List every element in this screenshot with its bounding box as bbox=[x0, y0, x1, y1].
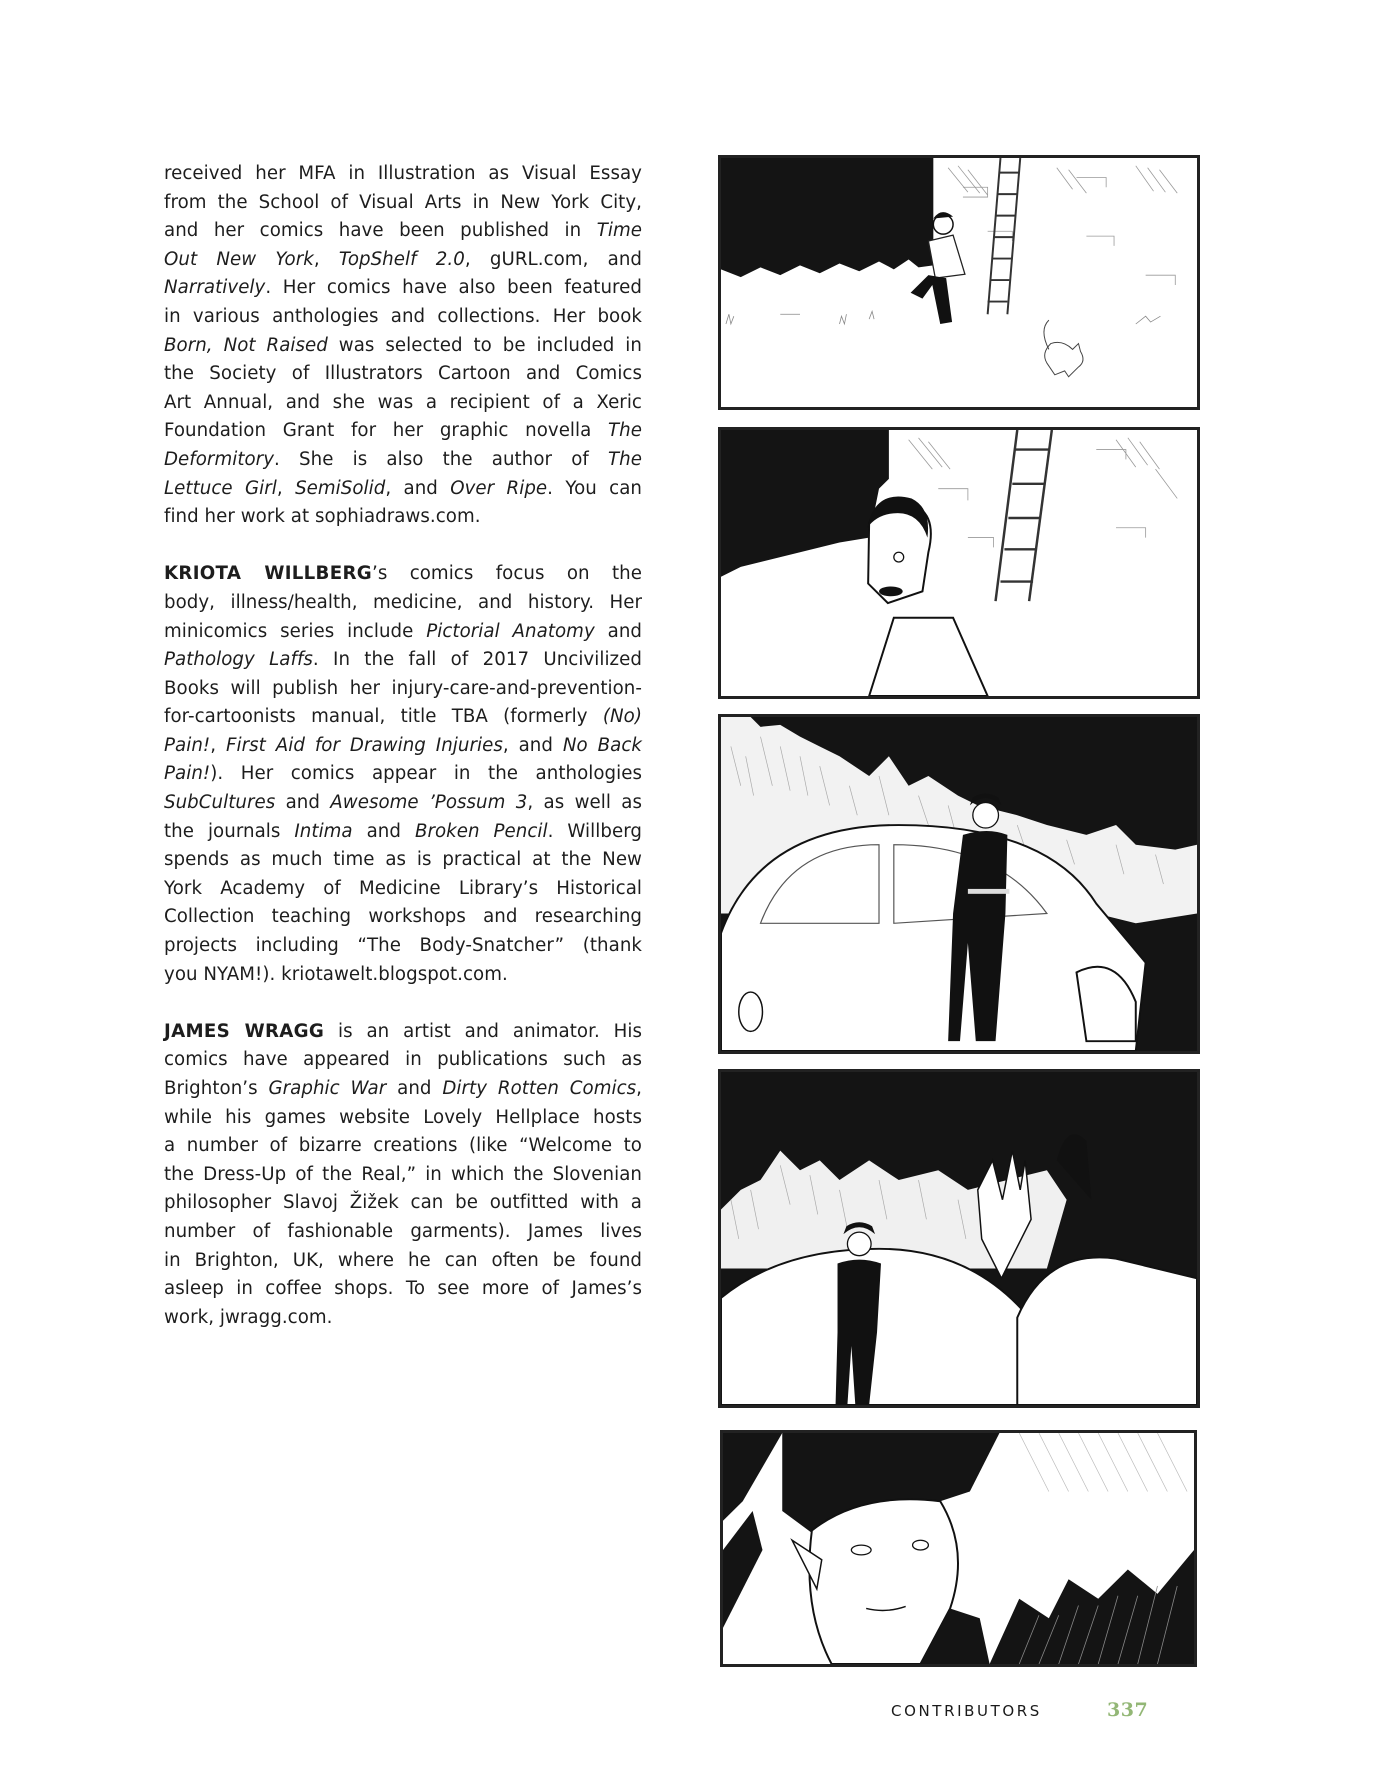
bio-text: and bbox=[386, 1078, 443, 1099]
bio-line bbox=[164, 274, 642, 303]
bio-text: and bbox=[275, 792, 331, 814]
bio-text: was selected to be included in bbox=[327, 334, 642, 356]
comic-panel-2 bbox=[718, 427, 1200, 699]
bio-text: . She is also the author of bbox=[274, 448, 609, 470]
work-title: Awesome ’Possum 3 bbox=[330, 792, 528, 814]
bio-line bbox=[164, 846, 642, 875]
bio-line bbox=[164, 875, 642, 904]
bio-line bbox=[164, 417, 642, 446]
dark-doorway bbox=[721, 158, 933, 277]
work-title: (No) bbox=[602, 706, 642, 728]
bio-line bbox=[164, 760, 642, 789]
bio-text: spends as much time as is practical at the New bbox=[164, 849, 642, 871]
bio-text: in various anthologies and collections. Her book bbox=[164, 305, 642, 327]
work-title: No Back bbox=[562, 734, 642, 756]
bio-paragraph bbox=[164, 560, 642, 989]
work-title: Pain! bbox=[164, 734, 211, 756]
bio-text: you NYAM!). kriotawelt.blogspot.com. bbox=[164, 963, 508, 985]
panel-4-illustration bbox=[721, 1072, 1197, 1405]
work-title: Deformitory bbox=[164, 448, 275, 470]
bio-text: asleep in coffee shops. To see more of James’s bbox=[164, 1278, 642, 1300]
bio-line bbox=[164, 1275, 642, 1304]
comic-panel-4 bbox=[718, 1069, 1200, 1408]
bio-paragraph bbox=[164, 160, 642, 532]
bio-line bbox=[164, 389, 642, 418]
bio-line bbox=[164, 1218, 642, 1247]
bio-text: , and bbox=[385, 477, 451, 499]
bio-text: minicomics series include bbox=[164, 620, 427, 642]
work-title: Pain! bbox=[164, 763, 211, 785]
bio-line bbox=[164, 1046, 642, 1075]
bio-line bbox=[164, 1161, 642, 1190]
bio-text: work, jwragg.com. bbox=[164, 1306, 333, 1328]
contributor-name: KRIOTA WILLBERG bbox=[164, 563, 372, 585]
panel-5-illustration bbox=[723, 1433, 1194, 1664]
bio-text: . Her comics have also been featured bbox=[265, 277, 642, 299]
bio-text: and bbox=[352, 820, 415, 842]
bio-line bbox=[164, 789, 642, 818]
bio-line bbox=[164, 360, 642, 389]
bio-line bbox=[164, 618, 642, 647]
bio-line bbox=[164, 1304, 642, 1333]
bio-line bbox=[164, 818, 642, 847]
bio-text: and bbox=[594, 620, 642, 642]
bio-line bbox=[164, 475, 642, 504]
bio-text: Brighton’s bbox=[164, 1078, 269, 1099]
comic-panel-5 bbox=[720, 1430, 1197, 1667]
panel-3-illustration bbox=[721, 717, 1197, 1051]
headlight bbox=[739, 992, 763, 1031]
bio-text: York Academy of Medicine Library’s Historical bbox=[164, 877, 642, 899]
running-footer-section: CONTRIBUTORS bbox=[891, 1702, 1042, 1720]
bio-text: Collection teaching workshops and researching bbox=[164, 906, 642, 928]
comic-panel-3 bbox=[718, 714, 1200, 1054]
bio-text: and her comics have been published in bbox=[164, 220, 597, 242]
bio-line bbox=[164, 217, 642, 246]
bio-text: is an artist and animator. His bbox=[324, 1020, 642, 1042]
bio-line bbox=[164, 1132, 642, 1161]
bio-text: number of fashionable garments). James lives bbox=[164, 1220, 642, 1242]
contributor-name: JAMES WRAGG bbox=[164, 1020, 325, 1042]
bio-line bbox=[164, 961, 642, 990]
bio-text: a number of bizarre creations (like “Welcome to bbox=[164, 1135, 642, 1157]
bio-text: in Brighton, UK, where he can often be found bbox=[164, 1249, 642, 1271]
bio-line bbox=[164, 932, 642, 961]
bio-line bbox=[164, 589, 642, 618]
bio-line bbox=[164, 903, 642, 932]
bio-line bbox=[164, 1247, 642, 1276]
bio-line bbox=[164, 303, 642, 332]
panel-2-illustration bbox=[721, 430, 1197, 696]
bio-line bbox=[164, 189, 642, 218]
bio-text: the journals bbox=[164, 820, 295, 842]
bio-text: philosopher Slavoj Žižek can be outfitted with a bbox=[164, 1192, 642, 1214]
bio-text: Books will publish her injury-care-and-prevention- bbox=[164, 677, 642, 699]
bio-line bbox=[164, 1018, 642, 1047]
work-title: Over Ripe bbox=[450, 477, 548, 499]
bio-line bbox=[164, 446, 642, 475]
bio-text: body, illness/health, medicine, and history. Her bbox=[164, 591, 642, 613]
bio-text: for-cartoonists manual, title TBA (formerly bbox=[164, 706, 603, 728]
page-number: 337 bbox=[1107, 1699, 1149, 1721]
work-title: Lettuce Girl bbox=[164, 477, 277, 499]
bio-text: , gURL.com, and bbox=[464, 248, 642, 270]
work-title: The bbox=[608, 448, 642, 470]
work-title: Born, Not Raised bbox=[164, 334, 328, 356]
bio-text: , bbox=[276, 477, 296, 499]
bio-text: , as well as bbox=[527, 792, 642, 814]
bio-line bbox=[164, 246, 642, 275]
bio-text: find her work at sophiadraws.com. bbox=[164, 506, 481, 528]
bio-text: Foundation Grant for her graphic novella bbox=[164, 420, 609, 442]
work-title: First Aid for Drawing Injuries bbox=[225, 734, 503, 756]
bio-line bbox=[164, 332, 642, 361]
bio-paragraph bbox=[164, 1018, 642, 1333]
bio-text: . You can bbox=[547, 477, 642, 499]
bio-text: projects including “The Body-Snatcher” (thank bbox=[164, 935, 642, 957]
bio-line bbox=[164, 1075, 642, 1104]
work-title: Out New York bbox=[164, 248, 314, 270]
bio-text: while his games website Lovely Hellplace hosts bbox=[164, 1106, 642, 1128]
bio-line bbox=[164, 1104, 642, 1133]
work-title: Time bbox=[596, 220, 642, 242]
bio-text: the Society of Illustrators Cartoon and Comics bbox=[164, 363, 642, 385]
contributor-bios bbox=[164, 160, 642, 1361]
bio-text: ). Her comics appear in the anthologies bbox=[210, 763, 642, 785]
work-title: SubCultures bbox=[164, 792, 276, 814]
work-title: Graphic War bbox=[268, 1078, 387, 1099]
bio-line bbox=[164, 732, 642, 761]
bio-text: the Dress-Up of the Real,” in which the Slovenian bbox=[164, 1163, 642, 1185]
bio-line bbox=[164, 703, 642, 732]
work-title: Intima bbox=[294, 820, 353, 842]
bio-line bbox=[164, 646, 642, 675]
bio-text: , bbox=[636, 1078, 642, 1099]
bio-text: . Willberg bbox=[547, 820, 642, 842]
bio-line bbox=[164, 503, 642, 532]
bio-line bbox=[164, 560, 642, 589]
work-title: Broken Pencil bbox=[414, 820, 548, 842]
work-title: Pathology Laffs bbox=[164, 649, 313, 671]
work-title: Pictorial Anatomy bbox=[426, 620, 595, 642]
bio-line bbox=[164, 160, 642, 189]
work-title: Dirty Rotten Comics bbox=[442, 1078, 637, 1099]
bio-text: . In the fall of 2017 Uncivilized bbox=[312, 649, 642, 671]
bio-text: ’s comics focus on the bbox=[371, 563, 642, 585]
bio-text: received her MFA in Illustration as Visual Essay bbox=[164, 163, 642, 184]
work-title: SemiSolid bbox=[295, 477, 386, 499]
comic-panel-1 bbox=[718, 155, 1200, 410]
bio-line bbox=[164, 675, 642, 704]
panel-1-illustration bbox=[721, 158, 1197, 407]
bio-text: from the School of Visual Arts in New York City, bbox=[164, 191, 642, 213]
bio-line bbox=[164, 1189, 642, 1218]
work-title: Narratively bbox=[164, 277, 266, 299]
bio-text: , bbox=[313, 248, 339, 270]
work-title: The bbox=[608, 420, 642, 442]
work-title: TopShelf 2.0 bbox=[338, 248, 465, 270]
bio-text: Art Annual, and she was a recipient of a Xeric bbox=[164, 391, 642, 413]
bio-text: , bbox=[210, 734, 226, 756]
bio-text: comics have appeared in publications such as bbox=[164, 1049, 642, 1071]
bio-text: , and bbox=[502, 734, 563, 756]
